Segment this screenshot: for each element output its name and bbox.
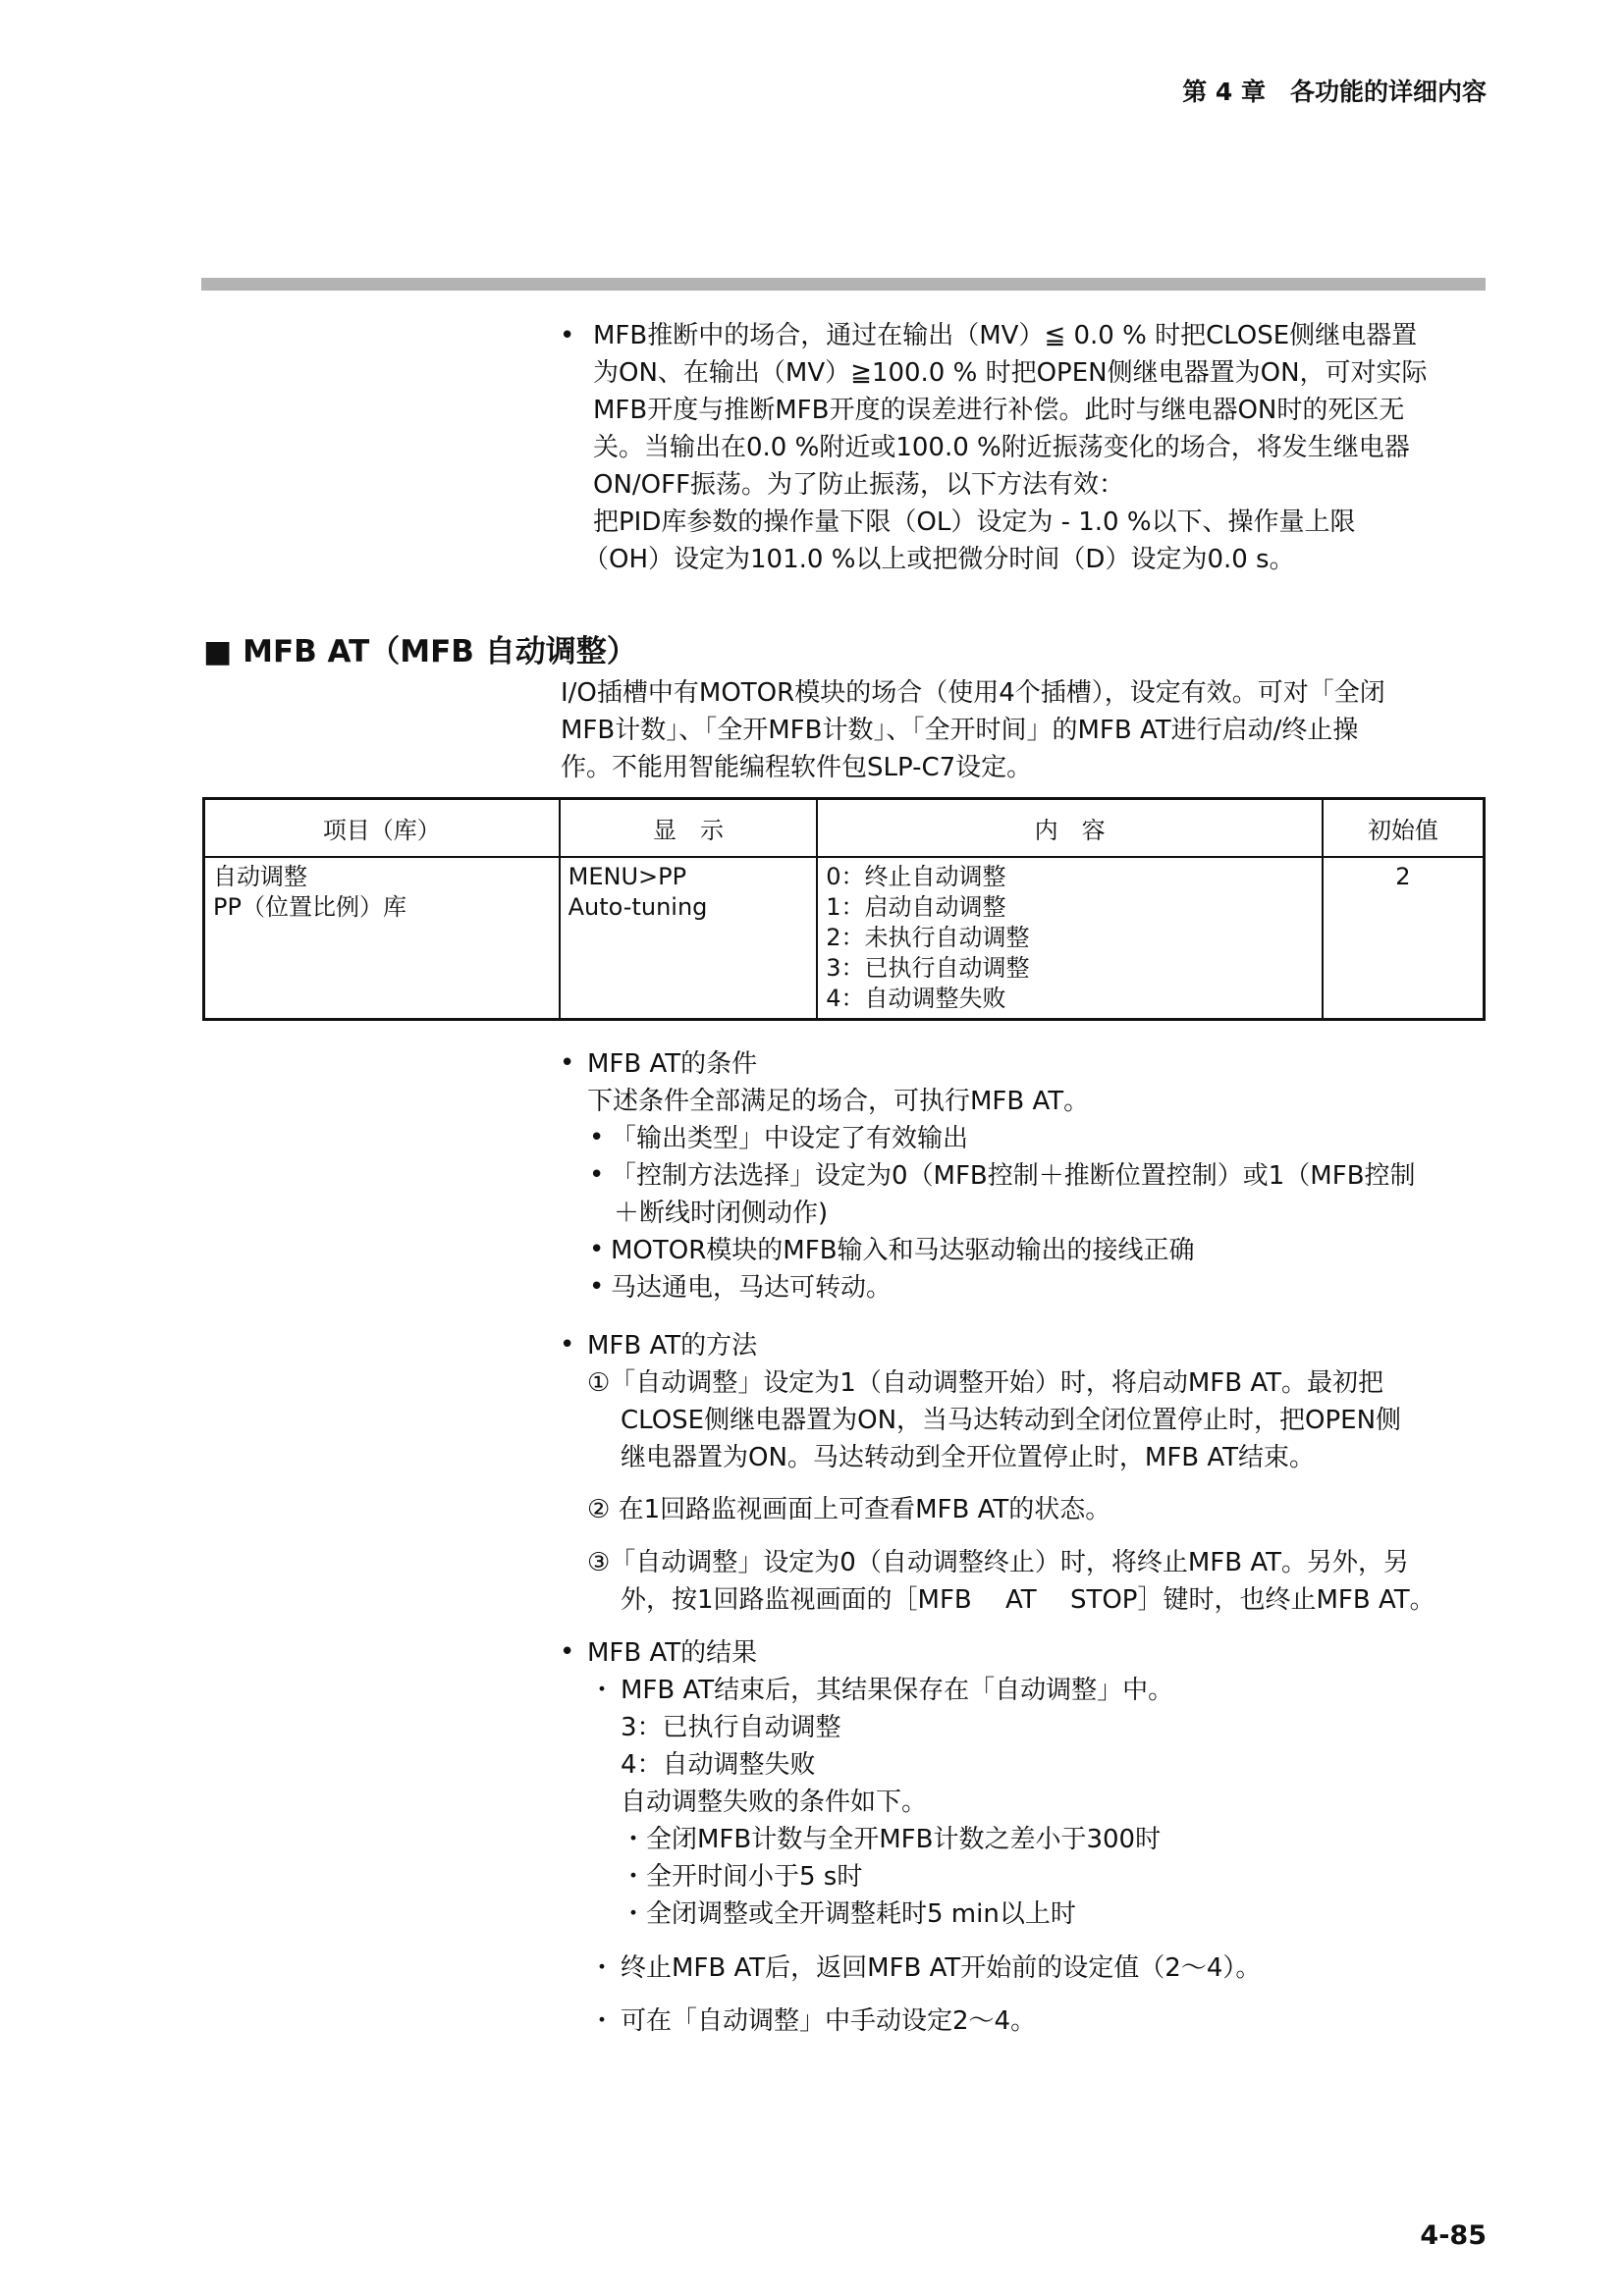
condition-item: 「输出类型」中设定了有效输出: [611, 1124, 969, 1153]
chapter-header: 第 4 章 各功能的详细内容: [1182, 78, 1487, 106]
result-line: MFB AT结束后，其结果保存在「自动调整」中。: [621, 1676, 1174, 1705]
header-rule: [201, 278, 1486, 291]
parameter-table: [202, 797, 1486, 1021]
intro-line: 为ON、在输出（MV）≧100.0 % 时把OPEN侧继电器置为ON，可对实际: [593, 358, 1428, 388]
intro-line: MFB推断中的场合，通过在输出（MV）≦ 0.0 % 时把CLOSE侧继电器置: [593, 321, 1418, 350]
method-step: ③「自动调整」设定为0（自动调整终止）时，将终止MFB AT。另外，另: [587, 1548, 1409, 1577]
bullet-marker: •: [589, 1272, 605, 1302]
dot-marker: ・: [589, 1953, 616, 1983]
conditions-title: MFB AT的条件: [587, 1049, 758, 1079]
intro-line: MFB开度与推断MFB开度的误差进行补偿。此时与继电器ON时的死区无: [593, 396, 1405, 425]
col-header-initial: 初始值: [1323, 799, 1485, 858]
condition-item: MOTOR模块的MFB输入和马达驱动输出的接线正确: [611, 1236, 1195, 1265]
result-line: 4：自动调整失败: [621, 1750, 816, 1780]
bullet-marker: •: [589, 1123, 605, 1152]
bullet-marker: •: [560, 1637, 575, 1667]
condition-item: ＋断线时闭侧动作): [614, 1199, 829, 1228]
col-header-item: 项目（库）: [204, 799, 560, 858]
cell-display: [560, 857, 818, 1020]
section-title: MFB AT（MFB 自动调整）: [243, 634, 637, 669]
method-step: ② 在1回路监视画面上可查看MFB AT的状态。: [587, 1495, 1111, 1524]
dot-marker: ・: [589, 2006, 616, 2036]
bullet-marker: •: [560, 1330, 575, 1360]
content-option: 2：未执行自动调整: [826, 924, 1030, 951]
cell-content: [817, 857, 1323, 1020]
display-label: Auto-tuning: [568, 893, 708, 921]
method-title: MFB AT的方法: [587, 1331, 758, 1361]
result-line: 3：已执行自动调整: [621, 1713, 841, 1742]
section-heading: [203, 626, 637, 670]
section-marker: ■: [203, 634, 233, 669]
item-bank: PP（位置比例）库: [213, 893, 406, 921]
display-menu: MENU>PP: [568, 863, 687, 890]
desc-line: I/O插槽中有MOTOR模块的场合（使用4个插槽），设定有效。可对「全闭: [561, 678, 1385, 708]
col-header-content: 内 容: [817, 799, 1323, 858]
page-number: 4-85: [1420, 2220, 1487, 2251]
cell-initial: 2: [1323, 857, 1485, 1020]
bullet-marker: •: [560, 1048, 575, 1078]
intro-line: （OH）设定为101.0 %以上或把微分时间（D）设定为0.0 s。: [583, 545, 1295, 574]
result-line: 自动调整失败的条件如下。: [621, 1788, 928, 1817]
table-header-row: [204, 799, 1485, 858]
bullet-marker: •: [589, 1235, 605, 1264]
table-row: [204, 857, 1485, 1020]
desc-line: MFB计数」、「全开MFB计数」、「全开时间」的MFB AT进行启动/终止操: [561, 716, 1359, 745]
content-option: 0：终止自动调整: [826, 863, 1006, 890]
dot-marker: ・: [589, 1676, 616, 1705]
bullet-marker: •: [560, 321, 575, 350]
section-description: [561, 674, 1385, 786]
result-line: ・全开时间小于5 s时: [621, 1862, 863, 1892]
method-step: 外，按1回路监视画面的［MFB AT STOP］键时，也终止MFB AT。: [621, 1585, 1435, 1615]
bullet-marker: •: [589, 1160, 605, 1190]
intro-line: 把PID库参数的操作量下限（OL）设定为 - 1.0 %以下、操作量上限: [593, 507, 1356, 537]
cell-item: [204, 857, 560, 1020]
conditions-intro: 下述条件全部满足的场合，可执行MFB AT。: [587, 1087, 1090, 1116]
method-step: ①「自动调整」设定为1（自动调整开始）时，将启动MFB AT。最初把: [587, 1368, 1383, 1398]
intro-line: 关。当输出在0.0 %附近或100.0 %附近振荡变化的场合，将发生继电器: [593, 433, 1410, 462]
desc-line: 作。不能用智能编程软件包SLP-C7设定。: [561, 753, 1033, 782]
result-line: 终止MFB AT后，返回MFB AT开始前的设定值（2～4）。: [621, 1953, 1262, 1983]
method-step: CLOSE侧继电器置为ON，当马达转动到全闭位置停止时，把OPEN侧: [621, 1406, 1402, 1435]
content-option: 3：已执行自动调整: [826, 954, 1030, 982]
condition-item: 马达通电，马达可转动。: [611, 1273, 893, 1303]
result-line: ・全闭调整或全开调整耗时5 min以上时: [621, 1899, 1076, 1929]
col-header-display: 显 示: [560, 799, 818, 858]
intro-paragraph: [583, 317, 1428, 578]
result-line: ・全闭MFB计数与全开MFB计数之差小于300时: [621, 1825, 1162, 1854]
result-title: MFB AT的结果: [587, 1638, 758, 1668]
condition-item: 「控制方法选择」设定为0（MFB控制＋推断位置控制）或1（MFB控制: [611, 1161, 1416, 1191]
content-option: 4：自动调整失败: [826, 985, 1006, 1012]
method-step: 继电器置为ON。马达转动到全开位置停止时，MFB AT结束。: [621, 1443, 1316, 1472]
intro-line: ON/OFF振荡。为了防止振荡，以下方法有效：: [593, 470, 1125, 500]
content-option: 1：启动自动调整: [826, 893, 1006, 921]
result-line: 可在「自动调整」中手动设定2～4。: [621, 2006, 1037, 2036]
item-name: 自动调整: [213, 863, 307, 890]
